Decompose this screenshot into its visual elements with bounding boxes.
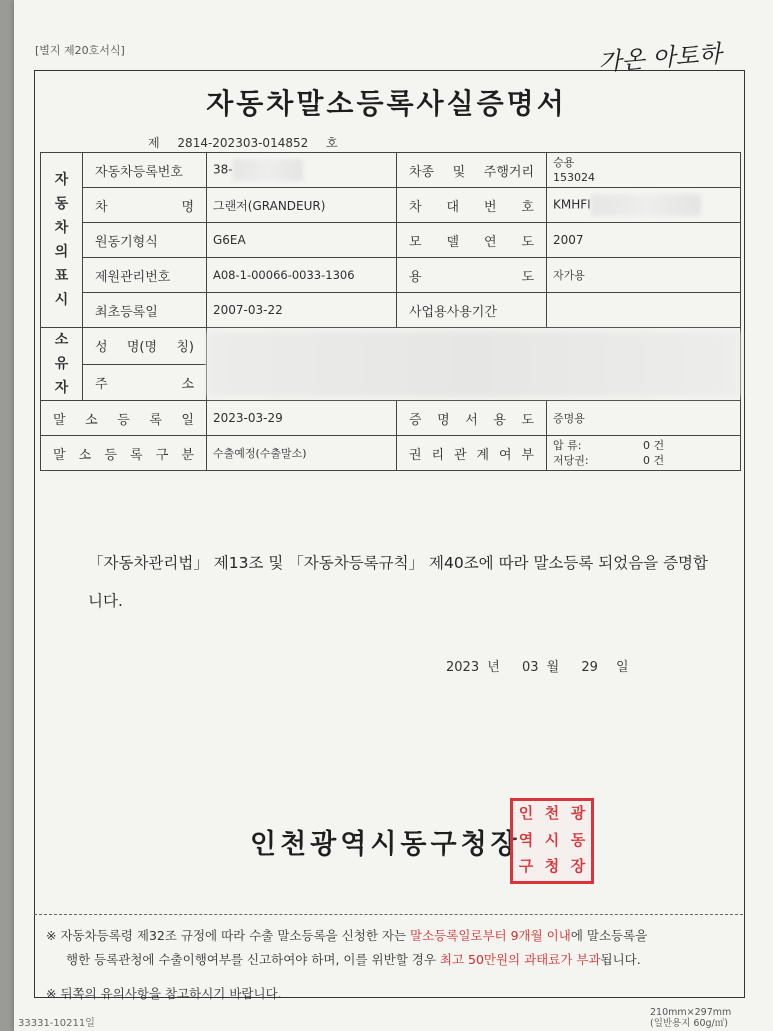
- rights-label: 권 리 관 계 여 부: [397, 436, 547, 471]
- seal-char: 광: [570, 804, 586, 822]
- seizure-label: 압 류:: [553, 439, 582, 452]
- purpose-value: 증명용: [547, 401, 741, 436]
- seal-char: 장: [570, 857, 586, 876]
- engine-label: 원동기형식: [83, 223, 207, 258]
- car-name-label: 차 명: [83, 188, 207, 223]
- vehicle-type: 승용: [553, 156, 575, 169]
- seal-char: 동: [570, 830, 586, 849]
- day-unit: 일: [616, 660, 629, 675]
- purpose-label: 증 명 서 용 도: [397, 401, 547, 436]
- cancel-type-label: 말 소 등 록 구 분: [41, 436, 207, 471]
- seal-char: 인: [518, 804, 534, 822]
- cancel-type-value: 수출예정(수출말소): [207, 436, 397, 471]
- notice-divider: [34, 914, 743, 915]
- handwritten-note: 가온 아토하: [597, 39, 723, 77]
- table-row: [41, 153, 741, 188]
- seal-char: 역: [518, 830, 534, 849]
- seal-char: 시: [544, 830, 560, 849]
- biz-period-label: 사업용사용기간: [397, 293, 547, 328]
- notice-highlight: 말소등록일로부터 9개월 이내: [410, 928, 571, 943]
- year-unit: 년: [487, 660, 500, 675]
- footer-code: 33331-10211일: [18, 1018, 95, 1029]
- owner-group-label: 소 유 자: [41, 328, 83, 401]
- mileage: 153024: [553, 171, 595, 184]
- notice-line-3: ※ 뒤쪽의 유의사항을 참고하시기 바랍니다.: [46, 986, 282, 1001]
- type-mileage-label: 차종 및 주행거리: [397, 153, 547, 188]
- spec-no-label: 제원관리번호: [83, 258, 207, 293]
- model-year-value: 2007: [547, 223, 741, 258]
- cert-number-value: 2814-202303-014852: [177, 136, 309, 150]
- spec-no-value: A08-1-00066-0033-1306: [207, 258, 397, 293]
- vin-label: 차 대 번 호: [397, 188, 547, 223]
- engine-value: G6EA: [207, 223, 397, 258]
- seal-char: 구: [518, 857, 534, 876]
- cert-prefix: 제: [148, 136, 160, 150]
- first-reg-value: 2007-03-22: [207, 293, 397, 328]
- table-row: [41, 223, 741, 258]
- cancel-date-value: 2023-03-29: [207, 401, 397, 436]
- seal-char: 청: [544, 857, 560, 876]
- issuing-authority: 인천광역시동구청장: [250, 829, 521, 860]
- rights-value: [547, 436, 741, 471]
- table-row: [41, 293, 741, 328]
- redacted-area: [233, 159, 303, 181]
- usage-value: 자가용: [547, 258, 741, 293]
- issue-month: 03: [521, 660, 539, 675]
- notice-line-2: 행한 등록관청에 수출이행여부를 신고하여야 하며, 이를 위반할 경우 최고 50만원의 과태료가 부과됩니다.: [66, 952, 641, 967]
- mortgage-label: 저당권:: [553, 454, 589, 467]
- issue-day: 29: [581, 660, 598, 675]
- table-row: [41, 436, 741, 471]
- cert-suffix: 호: [326, 136, 338, 150]
- mortgage-count: 0 건: [643, 454, 665, 467]
- vehicle-group-label: 자 동 차 의 표 시: [41, 153, 83, 328]
- table-row: [41, 401, 741, 436]
- notice-line-1: ※ 자동차등록령 제32조 규정에 따라 수출 말소등록을 신청한 자는 말소등록일로부터 9개월 이내에 말소등록을: [46, 928, 648, 943]
- redacted-area: [207, 331, 740, 397]
- owner-info-redacted: [207, 328, 741, 401]
- biz-period-value: [547, 293, 741, 328]
- official-seal: [510, 798, 594, 884]
- month-unit: 월: [546, 660, 560, 675]
- vin-value: KMHFI: [547, 188, 741, 223]
- type-mileage-value: [547, 153, 741, 188]
- car-name-value: 그랜저(GRANDEUR): [207, 188, 397, 223]
- certificate-number: [148, 134, 352, 151]
- table-row: [41, 328, 741, 365]
- seizure-count: 0 건: [643, 439, 665, 452]
- owner-address-label: 주 소: [83, 364, 207, 401]
- cancel-date-label: 말 소 등 록 일: [41, 401, 207, 436]
- redacted-area: [591, 194, 701, 216]
- first-reg-label: 최초등록일: [83, 293, 207, 328]
- reg-no-label: 자동차등록번호: [83, 153, 207, 188]
- table-row: [41, 188, 741, 223]
- usage-label: 용 도: [397, 258, 547, 293]
- owner-name-label: 성 명(명 칭): [83, 328, 207, 365]
- issue-date: [446, 656, 629, 675]
- notice-highlight: 최고 50만원의 과태료가 부과: [439, 952, 601, 967]
- model-year-label: 모 델 연 도: [397, 223, 547, 258]
- certification-statement: 「자동차관리법」 제13조 및 「자동차등록규칙」 제40조에 따라 말소등록 되었음을 증명합니다.: [88, 554, 709, 610]
- seal-char: 천: [544, 804, 560, 822]
- document-title: 자동차말소등록사실증명서: [206, 87, 567, 120]
- table-row: [41, 258, 741, 293]
- reg-no-value: 38-: [207, 153, 397, 188]
- form-number-label: [별지 제20호서식]: [35, 44, 125, 57]
- paper-spec: 210mm×297mm (일반용지 60g/㎡): [650, 1007, 732, 1029]
- issue-year: 2023: [446, 660, 480, 675]
- vehicle-info-table: [40, 152, 741, 471]
